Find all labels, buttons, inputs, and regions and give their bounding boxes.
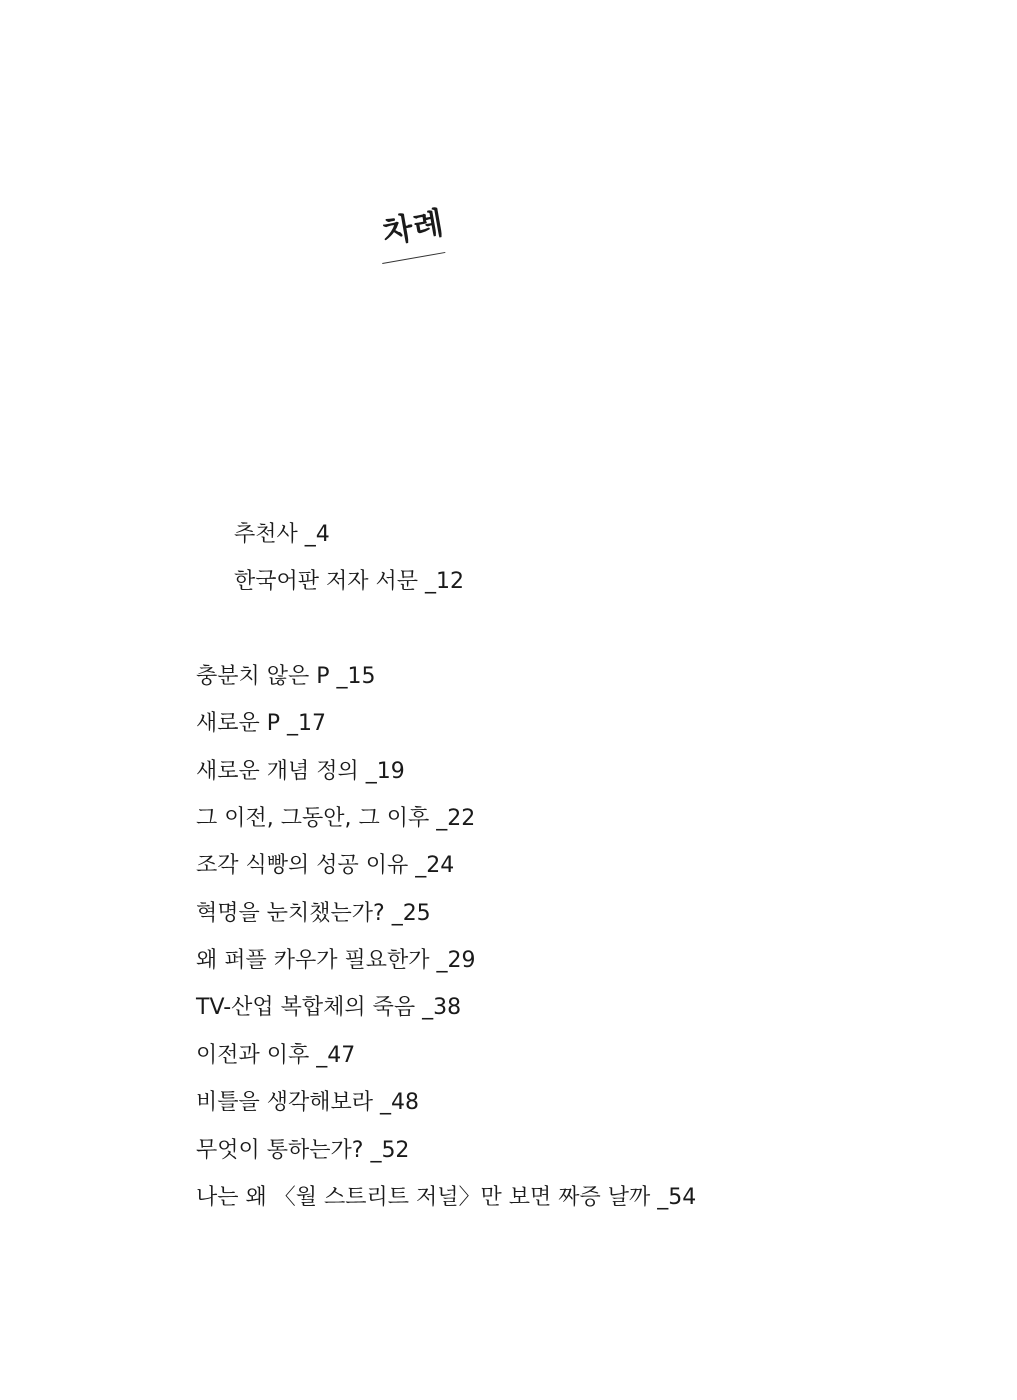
entry-page: _47 xyxy=(316,1043,356,1068)
toc-entry-11[interactable] xyxy=(196,1137,409,1165)
entry-page: _22 xyxy=(436,806,476,831)
toc-entry-6[interactable] xyxy=(196,900,431,928)
entry-page: _17 xyxy=(287,711,327,736)
entry-title: 새로운 P xyxy=(196,711,281,736)
entry-title: 충분치 않은 P xyxy=(196,664,330,689)
entry-title: 추천사 xyxy=(234,522,298,547)
entry-title: 혁명을 눈치챘는가? xyxy=(196,901,385,926)
toc-entry-5[interactable] xyxy=(196,852,454,880)
entry-page: _4 xyxy=(304,522,330,547)
toc-entry-7[interactable] xyxy=(196,947,476,975)
entry-page: _48 xyxy=(380,1090,420,1115)
toc-entry-9[interactable] xyxy=(196,1042,355,1070)
entry-page: _25 xyxy=(391,901,431,926)
entry-title: 왜 퍼플 카우가 필요한가 xyxy=(196,948,430,973)
toc-entry-front-1[interactable] xyxy=(234,521,330,549)
entry-title: 조각 식빵의 성공 이유 xyxy=(196,853,409,878)
toc-heading-block xyxy=(374,200,465,283)
entry-title: 비틀을 생각해보라 xyxy=(196,1090,374,1115)
heading-underline xyxy=(382,252,445,264)
toc-entry-1[interactable] xyxy=(196,663,376,691)
toc-entry-2[interactable] xyxy=(196,710,326,738)
entry-page: _38 xyxy=(422,995,462,1020)
toc-entry-10[interactable] xyxy=(196,1089,419,1117)
entry-title: 그 이전, 그동안, 그 이후 xyxy=(196,806,430,831)
entry-title: 한국어판 저자 서문 xyxy=(234,569,419,594)
entry-title: 무엇이 통하는가? xyxy=(196,1138,364,1163)
toc-entry-3[interactable] xyxy=(196,758,405,786)
entry-page: _24 xyxy=(415,853,455,878)
entry-page: _52 xyxy=(370,1138,410,1163)
entry-title: TV-산업 복합체의 죽음 xyxy=(196,995,416,1020)
entry-page: _15 xyxy=(336,664,376,689)
entry-title: 나는 왜 〈월 스트리트 저널〉만 보면 짜증 날까 xyxy=(196,1185,651,1210)
toc-heading: 차례 xyxy=(379,204,448,252)
toc-entry-8[interactable] xyxy=(196,994,461,1022)
entry-title: 새로운 개념 정의 xyxy=(196,759,359,784)
toc-entry-12[interactable] xyxy=(196,1184,696,1212)
entry-page: _54 xyxy=(657,1185,697,1210)
toc-entry-4[interactable] xyxy=(196,805,475,833)
entry-page: _29 xyxy=(436,948,476,973)
entry-page: _19 xyxy=(365,759,405,784)
entry-page: _12 xyxy=(425,569,465,594)
toc-entry-front-2[interactable] xyxy=(234,568,464,596)
entry-title: 이전과 이후 xyxy=(196,1043,310,1068)
